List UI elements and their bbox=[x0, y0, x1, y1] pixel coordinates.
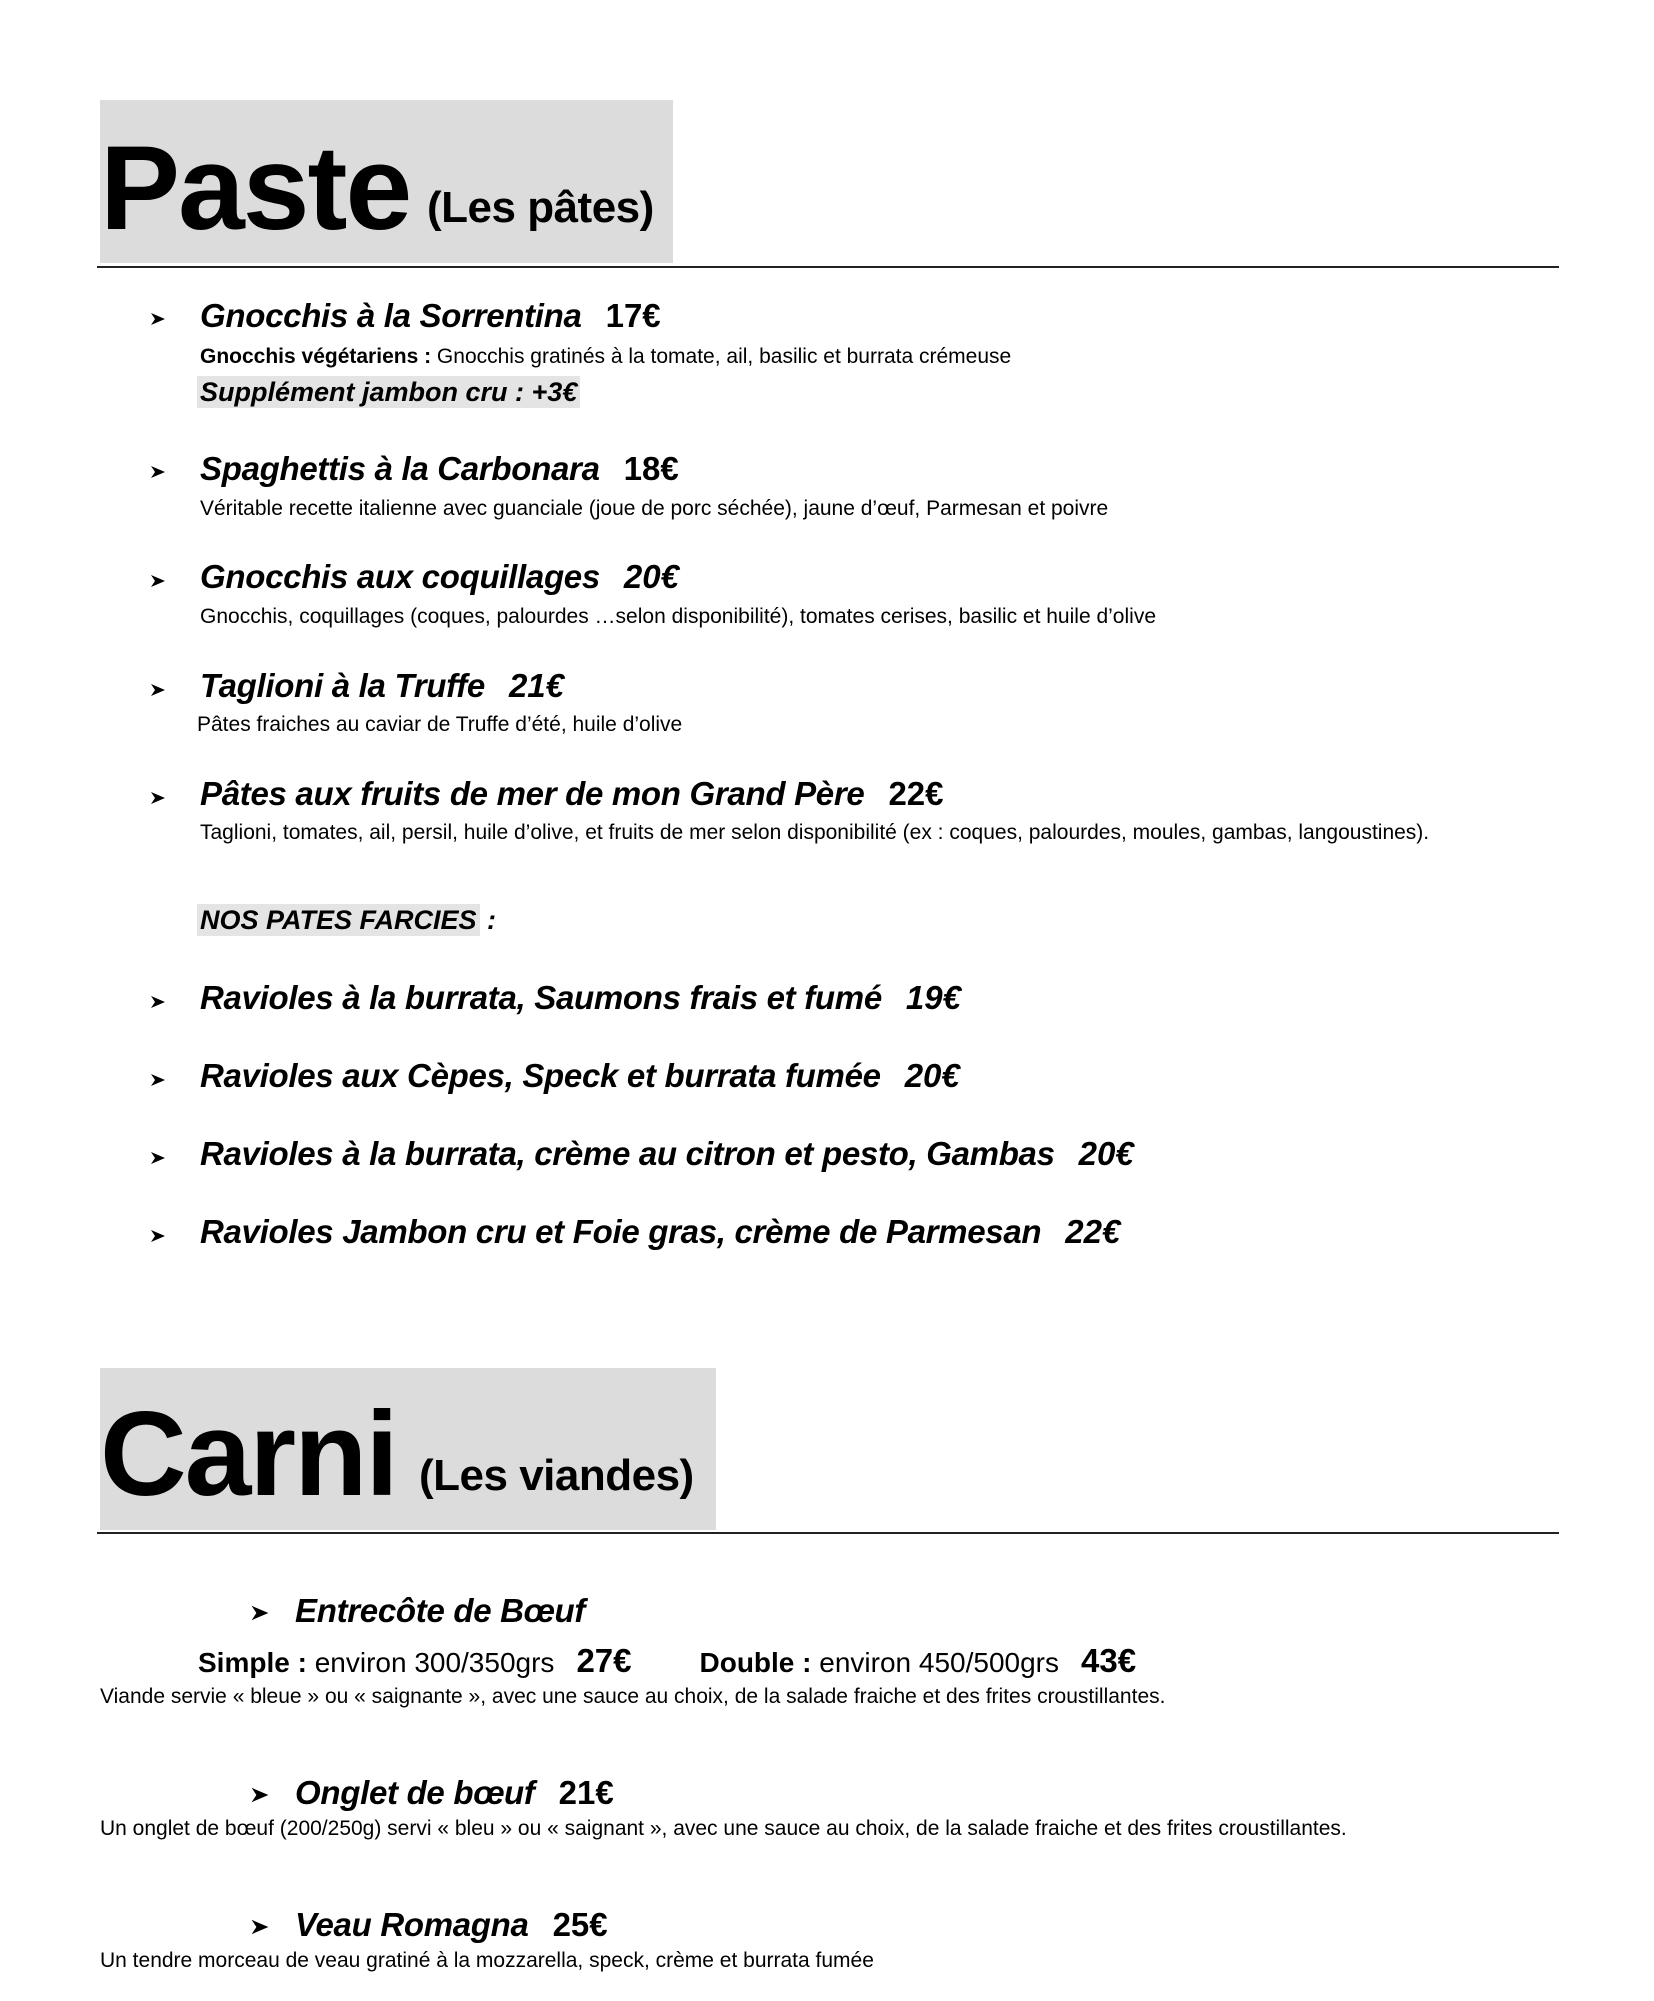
item-price: 19€ bbox=[905, 979, 961, 1016]
item-name: Ravioles aux Cèpes, Speck et burrata fumée bbox=[200, 1057, 881, 1094]
item-name: Ravioles Jambon cru et Foie gras, crème de Parmesan bbox=[200, 1213, 1042, 1250]
item-description: Viande servie « bleue » ou « saignante », avec une sauce au choix, de la salade fraiche et des frites croustillantes. bbox=[100, 1685, 1166, 1708]
item-name: Taglioni à la Truffe bbox=[200, 667, 485, 704]
item-price: 21€ bbox=[558, 1774, 614, 1811]
item-price: 20€ bbox=[904, 1057, 960, 1094]
item-price: 22€ bbox=[1065, 1213, 1121, 1250]
item-price: 20€ bbox=[1078, 1135, 1134, 1172]
arrow-bullet-icon bbox=[148, 462, 168, 482]
menu-item-heading bbox=[295, 1774, 614, 1812]
menu-item-heading bbox=[200, 979, 961, 1017]
item-name: Entrecôte de Bœuf bbox=[295, 1592, 586, 1629]
double-text: environ 450/500grs bbox=[811, 1647, 1060, 1678]
menu-item-heading bbox=[200, 667, 564, 705]
item-price: 25€ bbox=[552, 1906, 608, 1943]
farcies-heading-colon: : bbox=[479, 905, 497, 935]
arrow-bullet-icon bbox=[148, 680, 168, 700]
carni-title: Carni bbox=[100, 1387, 397, 1521]
double-price: 43€ bbox=[1081, 1642, 1137, 1679]
arrow-bullet-icon bbox=[148, 1070, 168, 1090]
entrecote-options bbox=[198, 1642, 1136, 1680]
item-description: Un tendre morceau de veau gratiné à la mozzarella, speck, crème et burrata fumée bbox=[100, 1949, 874, 1972]
menu-item-heading bbox=[200, 297, 661, 335]
farcies-heading bbox=[197, 905, 496, 936]
supplement-note bbox=[197, 377, 580, 408]
arrow-bullet-icon bbox=[148, 788, 168, 808]
item-price: 20€ bbox=[623, 558, 679, 595]
menu-item-heading bbox=[295, 1906, 608, 1944]
arrow-bullet-icon bbox=[148, 1148, 168, 1168]
item-name: Onglet de bœuf bbox=[295, 1774, 535, 1811]
item-name: Veau Romagna bbox=[295, 1906, 529, 1943]
simple-label: Simple : bbox=[198, 1647, 307, 1678]
paste-divider bbox=[97, 266, 1559, 268]
arrow-bullet-icon bbox=[248, 1783, 272, 1807]
menu-item-heading bbox=[200, 1135, 1134, 1173]
item-description bbox=[200, 345, 1011, 369]
menu-item-heading bbox=[200, 450, 679, 488]
item-name: Ravioles à la burrata, Saumons frais et fumé bbox=[200, 979, 882, 1016]
carni-subtitle: (Les viandes) bbox=[419, 1451, 694, 1500]
simple-text: environ 300/350grs bbox=[306, 1647, 555, 1678]
menu-item-heading bbox=[200, 1213, 1120, 1251]
item-price: 21€ bbox=[508, 667, 565, 704]
item-description: Pâtes fraiches au caviar de Truffe d’été, huile d’olive bbox=[197, 713, 683, 736]
item-name: Ravioles à la burrata, crème au citron et pesto, Gambas bbox=[200, 1135, 1055, 1172]
simple-price: 27€ bbox=[576, 1642, 632, 1679]
double-label: Double : bbox=[699, 1647, 812, 1678]
arrow-bullet-icon bbox=[248, 1601, 272, 1625]
arrow-bullet-icon bbox=[148, 1226, 168, 1246]
item-description: Taglioni, tomates, ail, persil, huile d’olive, et fruits de mer selon disponibilité (ex : coques, palourdes, moules, gambas, langoustines). bbox=[200, 821, 1430, 844]
supplement-text: Supplément jambon cru : +3€ bbox=[197, 376, 580, 408]
item-name: Gnocchis à la Sorrentina bbox=[200, 297, 582, 334]
item-price: 22€ bbox=[888, 775, 944, 812]
item-name: Pâtes aux fruits de mer de mon Grand Père bbox=[200, 775, 865, 812]
item-price: 18€ bbox=[623, 450, 679, 487]
menu-item-heading bbox=[200, 1057, 960, 1095]
item-price: 17€ bbox=[605, 297, 661, 334]
item-name: Gnocchis aux coquillages bbox=[200, 558, 600, 595]
paste-title: Paste bbox=[100, 121, 411, 255]
item-name: Spaghettis à la Carbonara bbox=[200, 450, 600, 487]
arrow-bullet-icon bbox=[248, 1915, 272, 1939]
description-text: Gnocchis gratinés à la tomate, ail, basilic et burrata crémeuse bbox=[431, 345, 1012, 368]
menu-item-heading bbox=[200, 775, 944, 813]
arrow-bullet-icon bbox=[148, 992, 168, 1012]
menu-item-heading bbox=[200, 558, 679, 596]
arrow-bullet-icon bbox=[148, 571, 168, 591]
description-label: Gnocchis végétariens : bbox=[200, 345, 432, 368]
paste-subtitle: (Les pâtes) bbox=[427, 183, 654, 232]
item-description: Gnocchis, coquillages (coques, palourdes …selon disponibilité), tomates cerises, basilic et huile d’olive bbox=[200, 605, 1156, 628]
item-description: Un onglet de bœuf (200/250g) servi « bleu » ou « saignant », avec une sauce au choix, de la salade fraiche et des frites croustillantes. bbox=[100, 1817, 1347, 1840]
arrow-bullet-icon bbox=[148, 309, 168, 329]
farcies-heading-text: NOS PATES FARCIES bbox=[197, 904, 480, 936]
carni-divider bbox=[97, 1532, 1559, 1534]
item-description: Véritable recette italienne avec guanciale (joue de porc séchée), jaune d’œuf, Parmesan et poivre bbox=[200, 497, 1109, 520]
menu-item-heading bbox=[295, 1592, 585, 1630]
